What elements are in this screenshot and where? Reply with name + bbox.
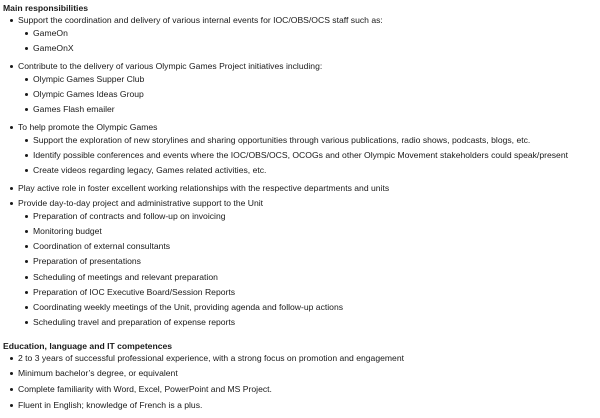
sub-list-item-text: Olympic Games Supper Club: [33, 74, 145, 84]
sub-list-item-text: Monitoring budget: [33, 226, 102, 236]
bullet-dot-icon: [10, 65, 13, 68]
bullet-dot-icon: [25, 260, 28, 263]
sub-list-item-text: Preparation of IOC Executive Board/Session Reports: [33, 287, 236, 297]
list-item-text: 2 to 3 years of successful professional experience, with a strong focus on promotion and engagement: [18, 353, 404, 363]
bullet-dot-icon: [10, 126, 13, 129]
sub-list-item-text: Games Flash emailer: [33, 104, 115, 114]
list-item-text: Minimum bachelor’s degree, or equivalent: [18, 368, 178, 378]
bullet-dot-icon: [10, 357, 13, 360]
bullet-dot-icon: [25, 169, 28, 172]
sub-list-item-text: GameOnX: [33, 43, 74, 53]
sub-list-item-text: GameOn: [33, 28, 68, 38]
list-item-text: Support the coordination and delivery of various internal events for IOC/OBS/OCS staff such as:: [18, 15, 383, 25]
sub-list-item-text: Preparation of contracts and follow-up on invoicing: [33, 211, 226, 221]
bullet-dot-icon: [25, 215, 28, 218]
main-responsibilities-heading: Main responsibilities: [3, 3, 89, 13]
bullet-dot-icon: [10, 404, 13, 407]
bullet-dot-icon: [25, 78, 28, 81]
education-heading: Education, language and IT competences: [3, 341, 173, 351]
bullet-dot-icon: [10, 19, 13, 22]
sub-list-item-text: Scheduling travel and preparation of expense reports: [33, 317, 236, 327]
bullet-dot-icon: [25, 245, 28, 248]
bullet-dot-icon: [25, 321, 28, 324]
bullet-dot-icon: [25, 32, 28, 35]
bullet-dot-icon: [10, 202, 13, 205]
sub-list-item-text: Coordination of external consultants: [33, 241, 171, 251]
list-item-text: Fluent in English; knowledge of French is a plus.: [18, 400, 203, 410]
bullet-dot-icon: [25, 47, 28, 50]
bullet-dot-icon: [25, 154, 28, 157]
list-item-text: Contribute to the delivery of various Olympic Games Project initiatives including:: [18, 61, 323, 71]
sub-list-item-text: Support the exploration of new storylines and sharing opportunities through various publications, radio shows, podcasts, blogs, etc.: [33, 135, 531, 145]
bullet-dot-icon: [25, 230, 28, 233]
sub-list-item-text: Create videos regarding legacy, Games related activities, etc.: [33, 165, 267, 175]
sub-list-item-text: Preparation of presentations: [33, 256, 141, 266]
bullet-dot-icon: [10, 388, 13, 391]
bullet-dot-icon: [25, 291, 28, 294]
bullet-dot-icon: [25, 306, 28, 309]
list-item-text: To help promote the Olympic Games: [18, 122, 158, 132]
bullet-dot-icon: [25, 139, 28, 142]
sub-list-item-text: Olympic Games Ideas Group: [33, 89, 144, 99]
list-item-text: Complete familiarity with Word, Excel, PowerPoint and MS Project.: [18, 384, 272, 394]
sub-list-item-text: Scheduling of meetings and relevant preparation: [33, 272, 218, 282]
bullet-dot-icon: [25, 93, 28, 96]
bullet-dot-icon: [10, 187, 13, 190]
bullet-dot-icon: [25, 108, 28, 111]
sub-list-item-text: Coordinating weekly meetings of the Unit, providing agenda and follow-up actions: [33, 302, 344, 312]
list-item-text: Provide day-to-day project and administrative support to the Unit: [18, 198, 264, 208]
list-item-text: Play active role in foster excellent working relationships with the respective departments and units: [18, 183, 390, 193]
bullet-dot-icon: [10, 372, 13, 375]
bullet-dot-icon: [25, 276, 28, 279]
sub-list-item-text: Identify possible conferences and events where the IOC/OBS/OCS, OCOGs and other Olympic Movement stakeholders could speak/present: [33, 150, 568, 160]
